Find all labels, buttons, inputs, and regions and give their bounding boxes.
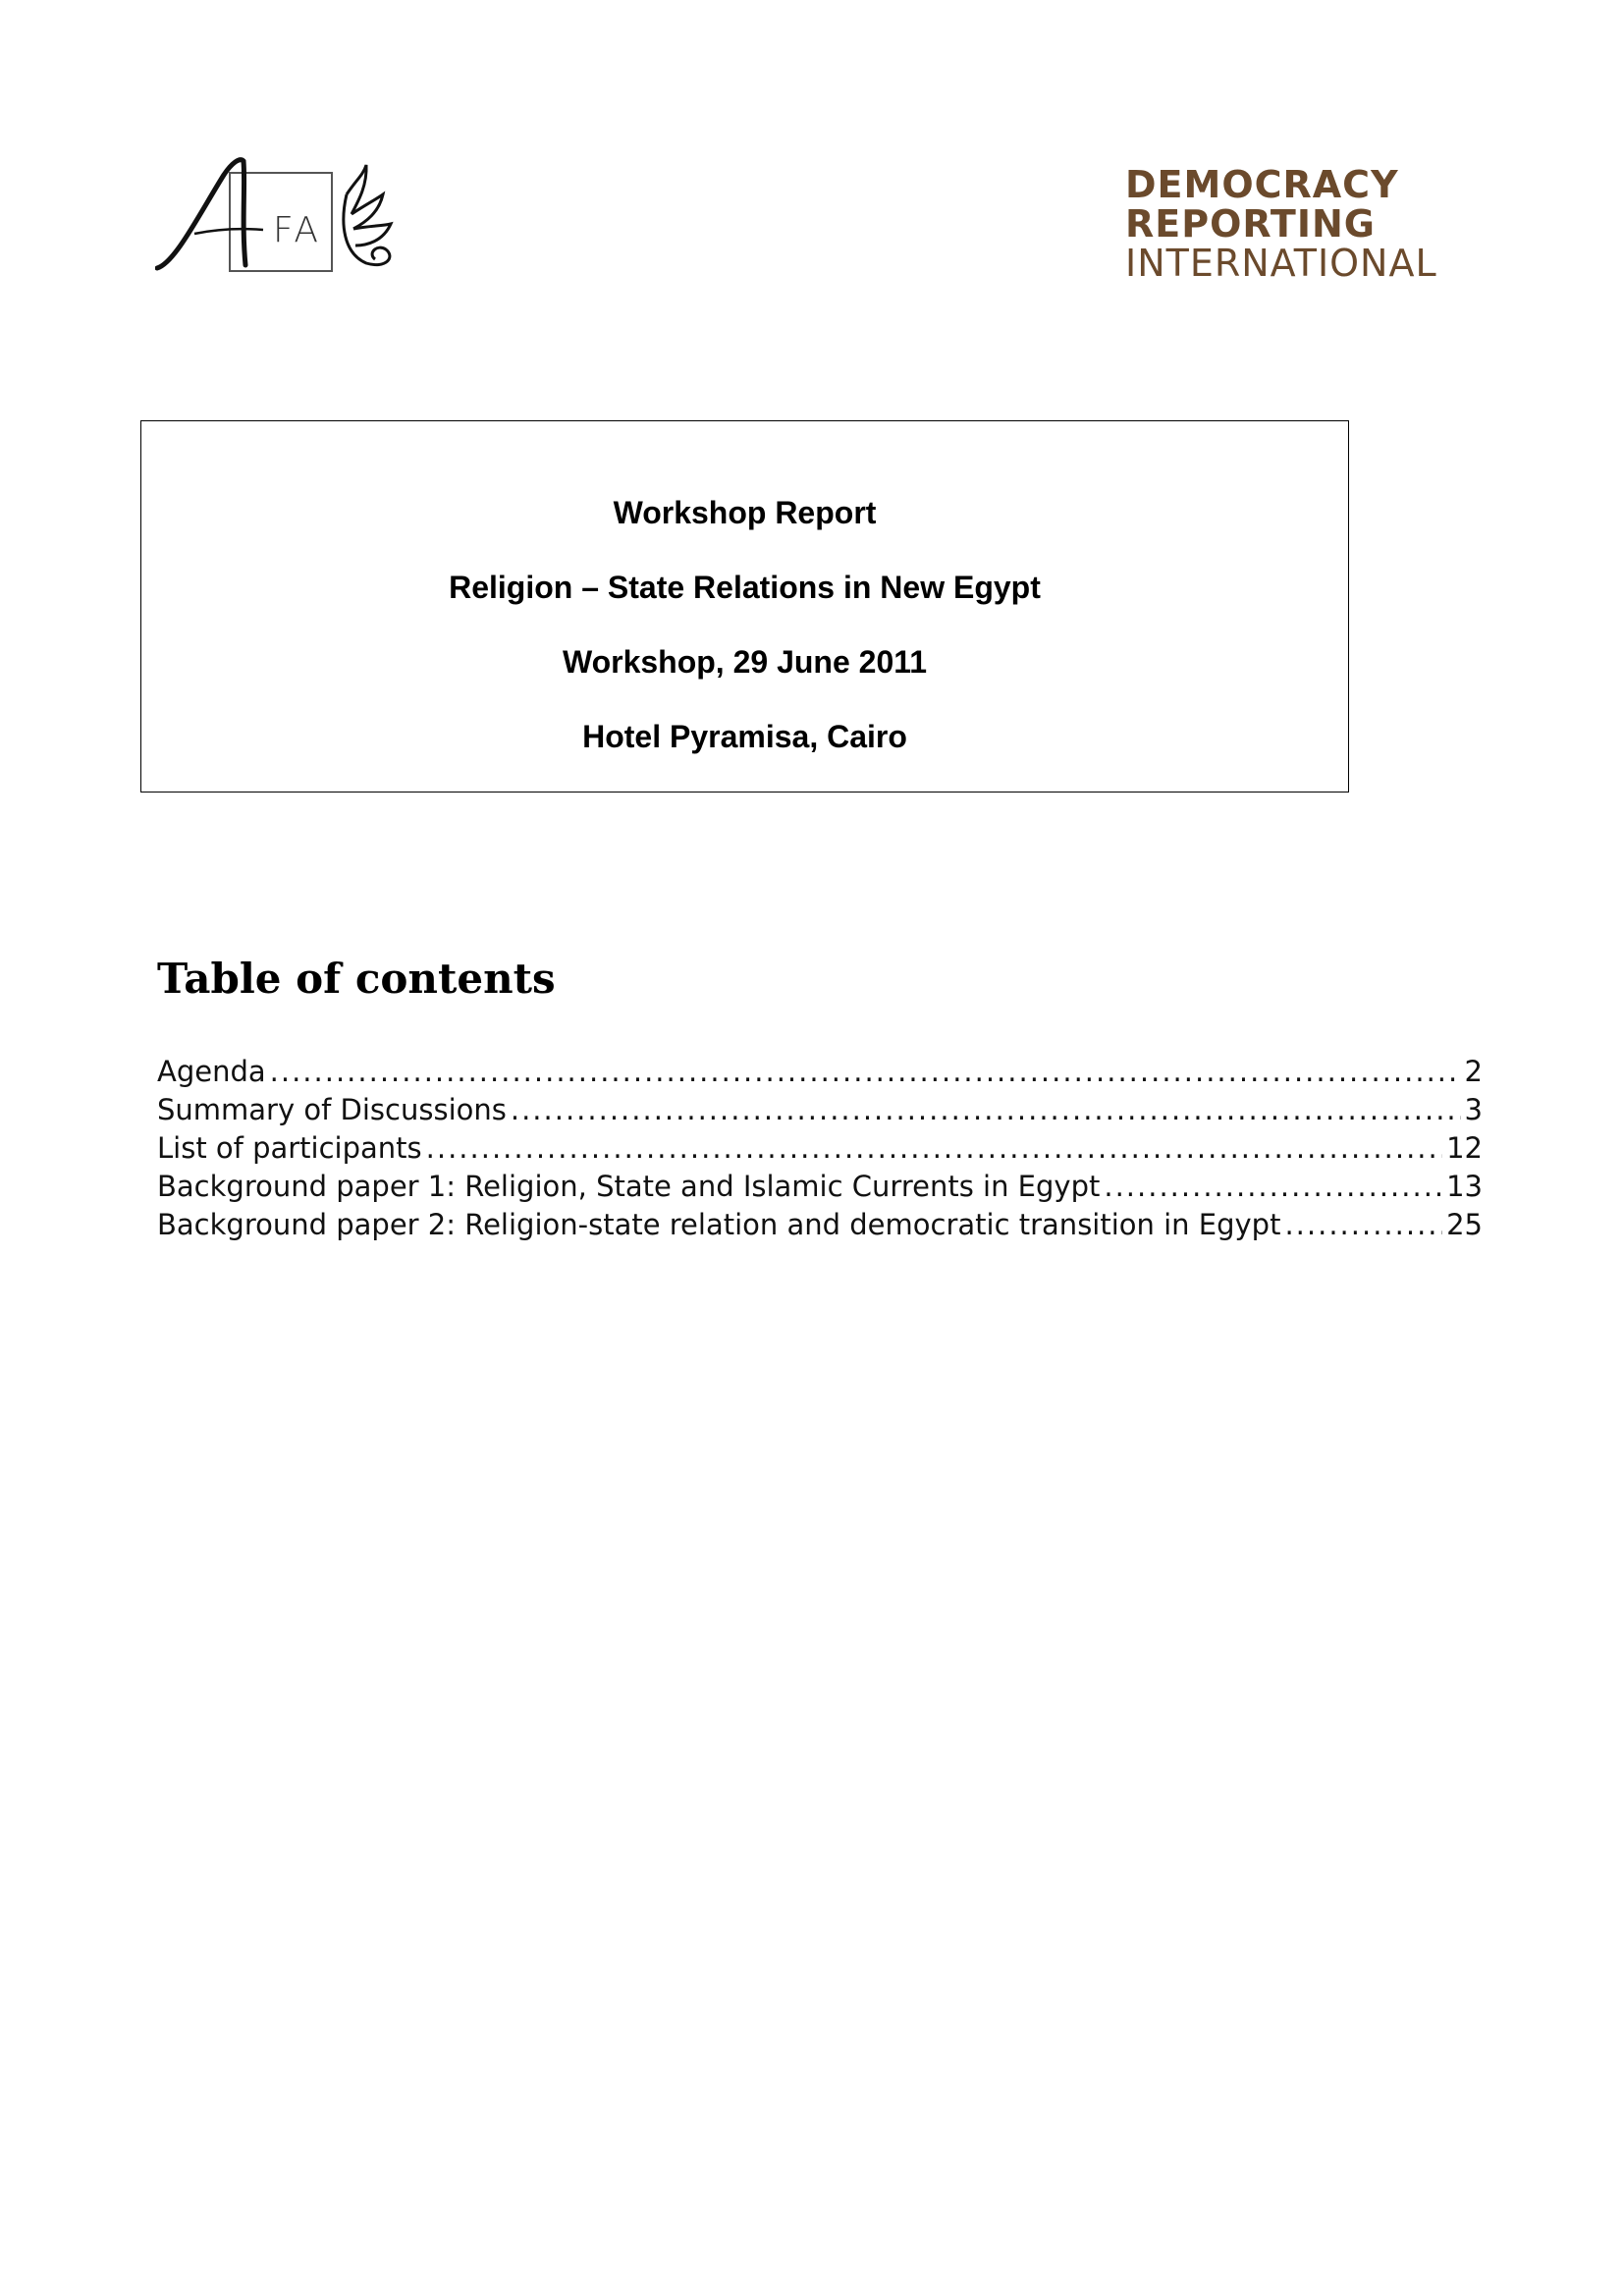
toc-list	[157, 1055, 1483, 1246]
toc-heading: Table of contents	[157, 955, 556, 1003]
toc-entry[interactable]	[157, 1055, 1483, 1093]
toc-leader-dots	[1284, 1208, 1442, 1241]
toc-leader-dots	[270, 1055, 1461, 1088]
report-type: Workshop Report	[613, 495, 877, 530]
toc-entry-title: Summary of Discussions	[157, 1093, 507, 1126]
toc-entry-title: Background paper 2: Religion-state relation and democratic transition in Egypt	[157, 1208, 1281, 1241]
toc-leader-dots	[1104, 1170, 1442, 1203]
toc-entry-title: Background paper 1: Religion, State and Islamic Currents in Egypt	[157, 1170, 1101, 1203]
workshop-date: Workshop, 29 June 2011	[562, 644, 928, 680]
toc-entry-title: List of participants	[157, 1131, 422, 1165]
toc-entry[interactable]	[157, 1208, 1483, 1246]
toc-entry[interactable]	[157, 1093, 1483, 1131]
toc-entry-page: 12	[1446, 1131, 1483, 1165]
afa-logo-lettering: FA	[273, 210, 323, 250]
workshop-location: Hotel Pyramisa, Cairo	[582, 719, 907, 754]
dri-logo	[1125, 165, 1437, 283]
dri-logo-line3: INTERNATIONAL	[1125, 242, 1437, 285]
dri-logo-line2: REPORTING	[1125, 202, 1376, 246]
toc-entry[interactable]	[157, 1131, 1483, 1170]
report-title: Religion – State Relations in New Egypt	[449, 570, 1041, 605]
toc-entry[interactable]	[157, 1170, 1483, 1208]
toc-entry-page: 25	[1446, 1208, 1483, 1241]
toc-entry-page: 3	[1464, 1093, 1483, 1126]
toc-leader-dots	[511, 1093, 1461, 1126]
toc-leader-dots	[426, 1131, 1442, 1165]
toc-entry-page: 2	[1464, 1055, 1483, 1088]
dri-logo-line1: DEMOCRACY	[1125, 163, 1399, 206]
title-box	[140, 420, 1349, 793]
toc-entry-title: Agenda	[157, 1055, 266, 1088]
toc-entry-page: 13	[1446, 1170, 1483, 1203]
